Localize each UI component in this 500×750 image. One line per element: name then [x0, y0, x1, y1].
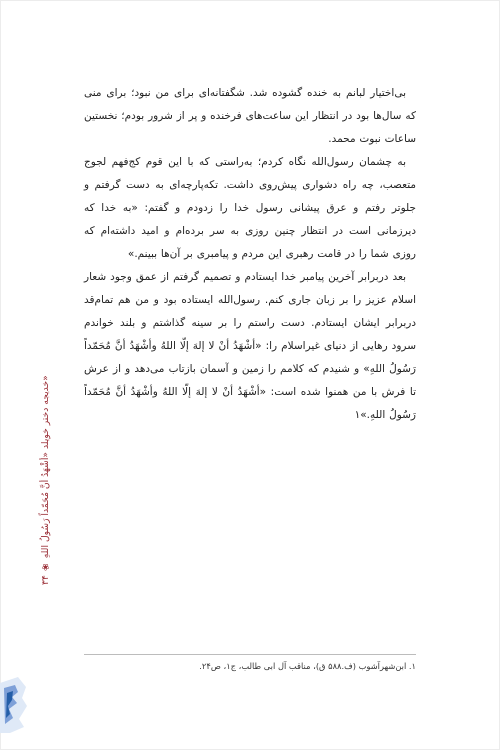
footnote: ۱. ابن‌شهرآشوب (ف.۵۸۸ ق)، مناقب آل ابی طالب، ج۱، ص۲۴. [199, 661, 416, 671]
paragraph-2: به چشمان رسول‌الله نگاه کردم؛ به‌راستی که با این قوم کج‌فهم لجوج متعصب، چه راه دشواری پیش‌روی داشت. تکه‌پارچه‌ای به دست گرفتم و جلوتر رفتم و عرق پیشانی رسول خدا را زدودم و گفتم: «به خدا که دیرزمانی است در انتظار چنین روزی به سر برده‌ام و امید داشته‌ام که روزی شما را در قامت رهبری این مردم و پیامبری بر آن‌ها ببینم.» [84, 156, 416, 260]
main-text-block [84, 82, 416, 427]
corner-stamp-icon [0, 675, 28, 733]
paragraph-3: بعد دربرابر آخرین پیامبر خدا ایستادم و تصمیم گرفتم از عمق وجود شعار اسلام عزیز را بر زبان جاری کنم. رسول‌الله ایستاده بود و من هم تمام‌قد دربرابر ایشان ایستادم. دست راستم را بر سینه گذاشتم و بلند خواندم سرود رهایی از دنیای غیراسلام را: «أشْهَدُ أنْ لا إلهَ إلّا اللهُ وأشْهَدُ أنَّ مُحَمّداً رَسُولُ اللهِ» و شنیدم که کلامم را زمین و آسمان بازتاب می‌دهد و از عرش تا فرش با من همنوا شده است: «أشْهَدُ أنْ لا إلهَ إلّا اللهُ وأشْهَدُ أنَّ مُحَمّداً رَسُولُ اللهِ.»۱ [84, 271, 416, 421]
running-header-vertical: ۳۴ ❀ خدیجه دختر خویلد «أشْهَدُ أنَّ مُحَمّداً رَسُولُ اللهِ» [40, 375, 51, 585]
stamp-mark-icon [0, 675, 28, 733]
paragraph-1: بی‌اختیار لبانم به خنده گشوده شد. شگفتانه‌ای برای من نبود؛ برای منی که سال‌ها بود در انتظار این ساعت‌های فرخنده و پر از شرور بودم؛ نخستین ساعات نبوت محمد. [84, 87, 416, 145]
footnote-separator [84, 654, 416, 655]
